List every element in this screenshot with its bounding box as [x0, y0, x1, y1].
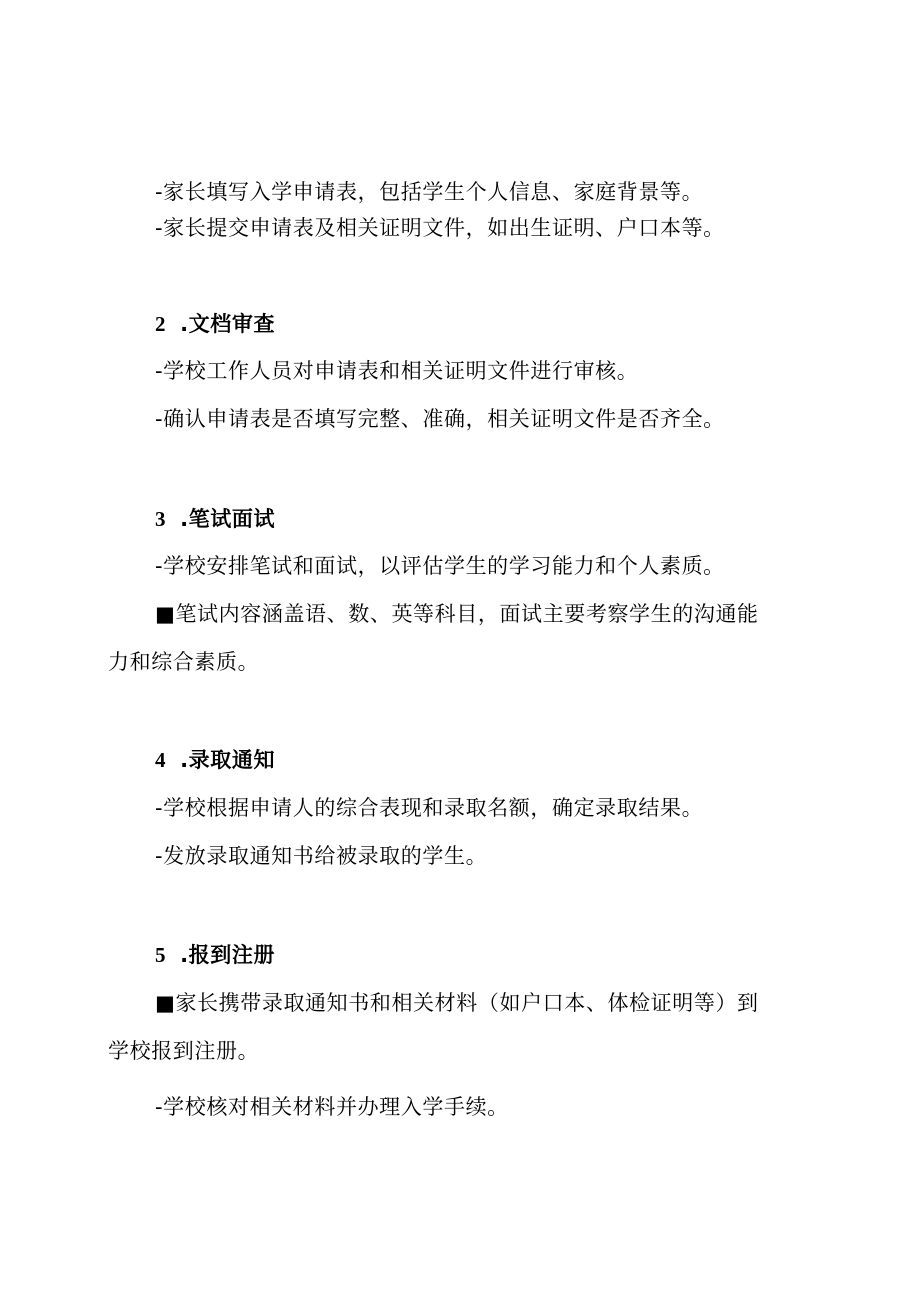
section-5-line-3: -学校核对相关材料并办理入学手续。 — [155, 1095, 509, 1119]
section-3-title: .笔试面试 — [180, 507, 276, 531]
section-2-number: 2 — [155, 312, 167, 336]
section-4-line-2: -发放录取通知书给被录取的学生。 — [155, 844, 488, 868]
section-5-line-1: ■家长携带录取通知书和相关材料（如户口本、体检证明等）到 — [155, 991, 759, 1015]
section-3-line-3: 力和综合素质。 — [108, 650, 260, 674]
section-2-title: .文档审查 — [180, 312, 276, 336]
section-3-line-1: -学校安排笔试和面试，以评估学生的学习能力和个人素质。 — [155, 554, 725, 578]
section-2-line-2: -确认申请表是否填写完整、准确，相关证明文件是否齐全。 — [155, 407, 725, 431]
intro-line-2: -家长提交申请表及相关证明文件，如出生证明、户口本等。 — [155, 216, 725, 240]
section-4-heading — [155, 745, 275, 775]
section-5-line-2: 学校报到注册。 — [108, 1039, 260, 1063]
section-3-line-2: ■笔试内容涵盖语、数、英等科目，面试主要考察学生的沟通能 — [155, 602, 759, 626]
section-2-heading — [155, 309, 275, 339]
section-3-heading — [155, 504, 275, 534]
section-5-title: .报到注册 — [180, 943, 276, 967]
section-4-title: .录取通知 — [180, 748, 276, 772]
section-2-line-1: -学校工作人员对申请表和相关证明文件进行审核。 — [155, 359, 639, 383]
section-4-line-1: -学校根据申请人的综合表现和录取名额，确定录取结果。 — [155, 796, 704, 820]
section-5-heading — [155, 940, 275, 970]
intro-line-1: -家长填写入学申请表，包括学生个人信息、家庭背景等。 — [155, 180, 704, 204]
section-3-number: 3 — [155, 507, 167, 531]
section-4-number: 4 — [155, 748, 167, 772]
section-5-number: 5 — [155, 943, 167, 967]
